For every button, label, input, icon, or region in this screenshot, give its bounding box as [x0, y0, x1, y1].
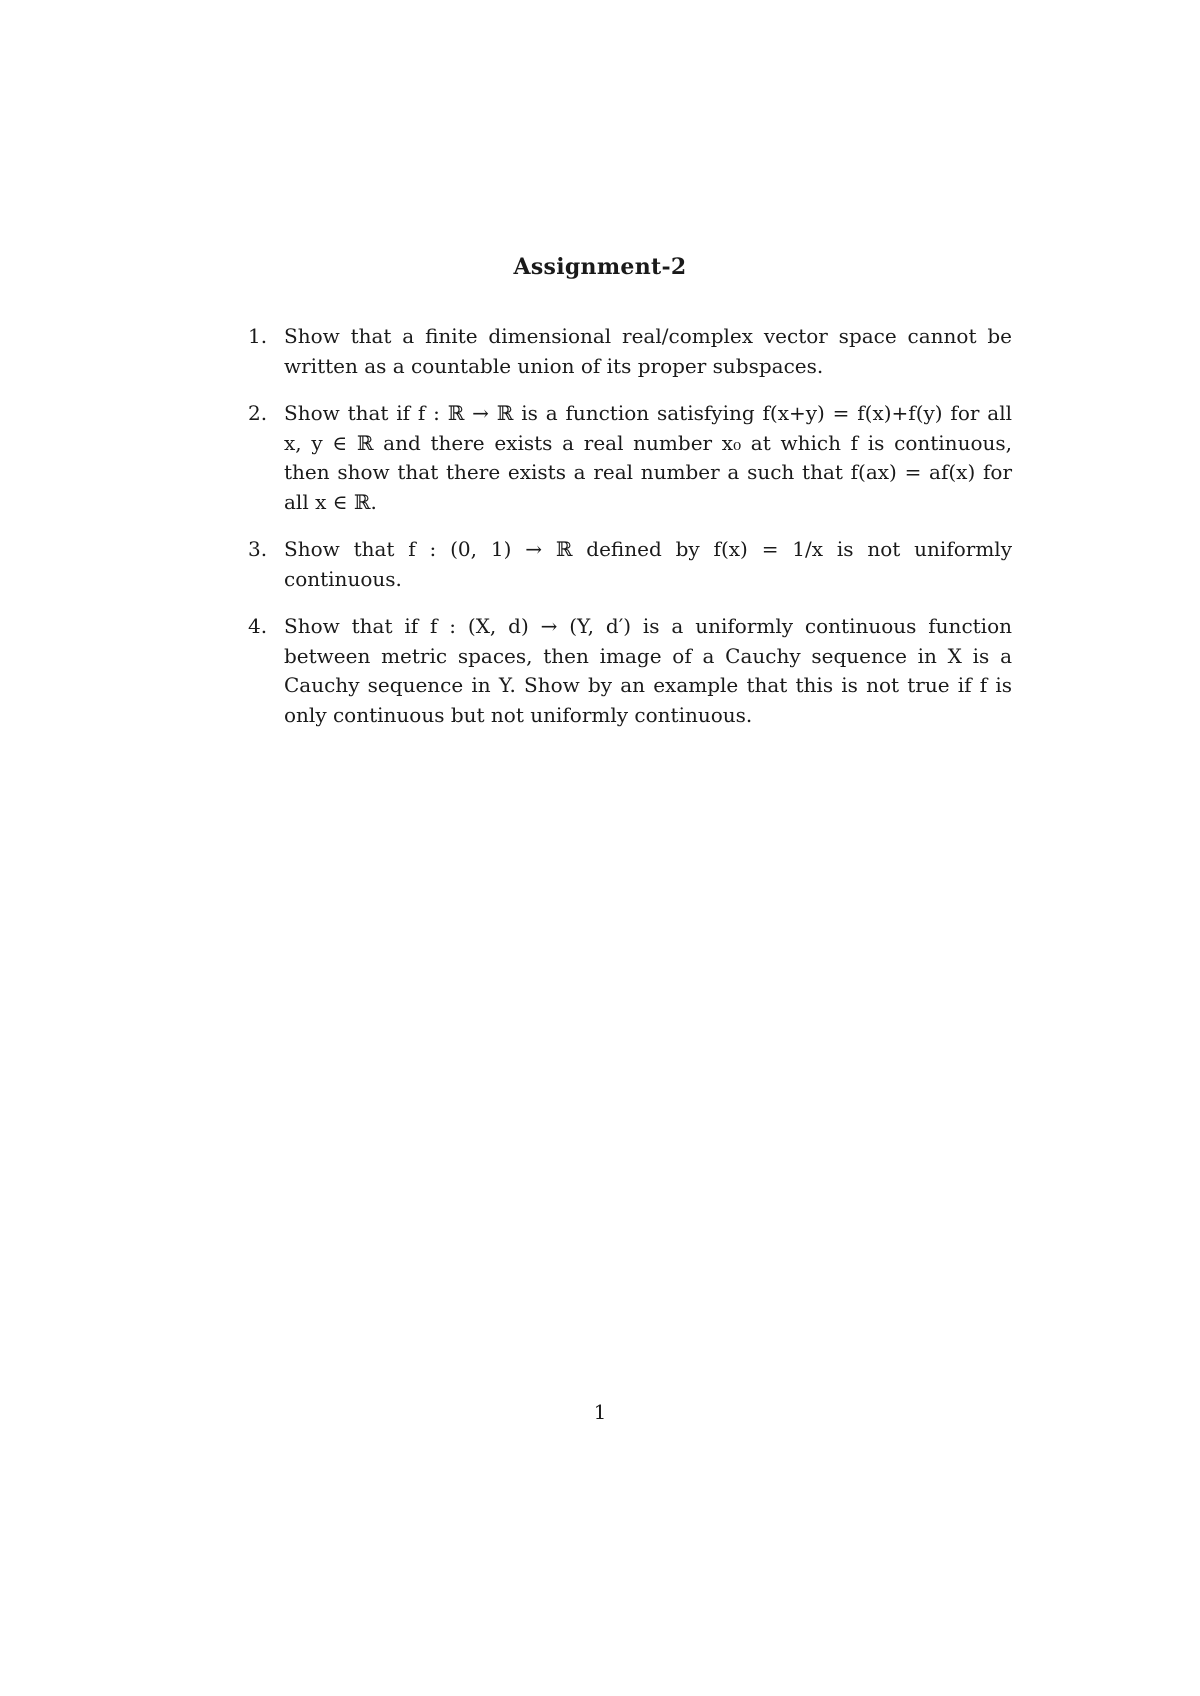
- page-number: 1: [593, 1400, 607, 1424]
- problem-number: 4.: [248, 614, 268, 638]
- problem-item-2: [248, 399, 1012, 517]
- problem-item-4: [248, 612, 1012, 730]
- problem-number: 1.: [248, 324, 268, 348]
- problem-text: Show that f : (0, 1) → ℝ defined by f(x) = 1/x is not uniformly continuous.: [284, 537, 1012, 591]
- problem-text: Show that if f : (X, d) → (Y, d′) is a uniformly continuous function between metric spaces, then image of a Cauchy sequence in X is a Cauchy sequence in Y. Show by an example that this is not true if f is only continuous but not uniformly continuous.: [284, 614, 1012, 727]
- problem-number: 2.: [248, 401, 268, 425]
- problem-item-1: [248, 322, 1012, 381]
- problem-number: 3.: [248, 537, 268, 561]
- problem-list: [248, 322, 1012, 748]
- problem-text: Show that a finite dimensional real/complex vector space cannot be written as a countable union of its proper subspaces.: [284, 324, 1012, 378]
- page-title: Assignment-2: [513, 254, 687, 280]
- problem-item-3: [248, 535, 1012, 594]
- problem-text: Show that if f : ℝ → ℝ is a function satisfying f(x+y) = f(x)+f(y) for all x, y ∈ ℝ and there exists a real number x₀ at which f is continuous, then show that there exists a real number a such that f(ax) = af(x) for all x ∈ ℝ.: [284, 401, 1012, 514]
